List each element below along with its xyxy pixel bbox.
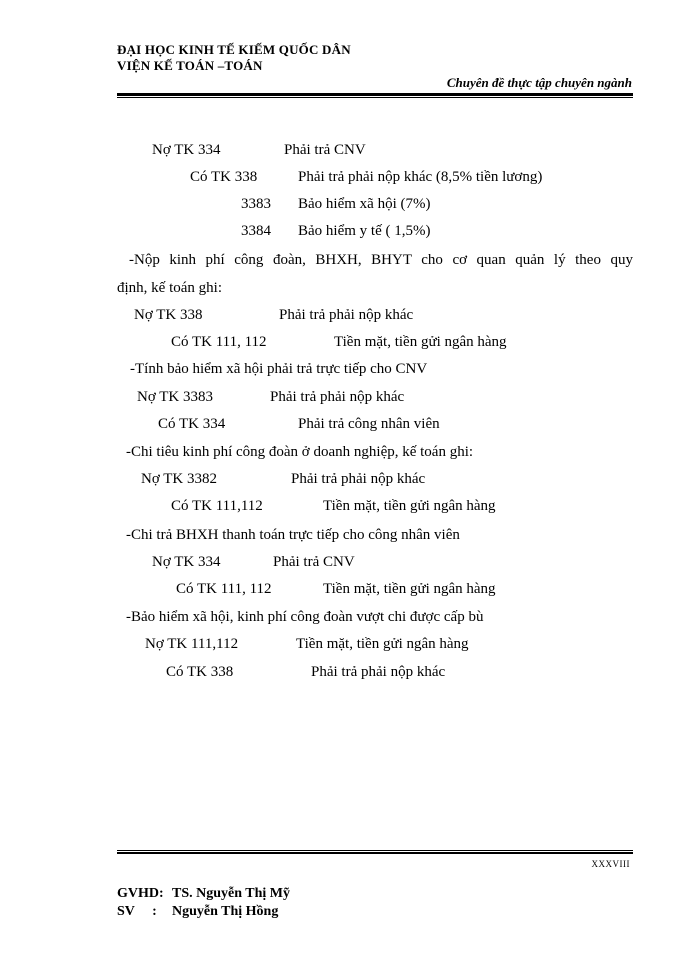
document-title: Chuyên đề thực tập chuyên ngành — [446, 75, 632, 90]
entry-description: Phải trả phải nộp khác — [279, 307, 414, 323]
paragraph-line: -Nộp kinh phí công đoàn, BHXH, BHYT cho cơ quan quản lý theo quy — [129, 252, 633, 268]
paragraph-line: -Chi tiêu kinh phí công đoàn ở doanh nghiệp, kế toán ghi: — [126, 444, 474, 460]
entry-account: Có TK 338 — [166, 664, 234, 680]
entry-description: Bảo hiểm xã hội (7%) — [298, 196, 431, 212]
entry-account: Có TK 111,112 — [171, 498, 263, 514]
entry-account: Có TK 334 — [158, 416, 226, 432]
paragraph-line: -Tính bảo hiểm xã hội phải trả trực tiếp cho CNV — [130, 361, 428, 377]
entry-description: Phải trả phải nộp khác — [311, 664, 446, 680]
entry-description: Tiền mặt, tiền gửi ngân hàng — [323, 498, 496, 514]
entry-account: Nợ TK 3383 — [137, 389, 213, 405]
entry-account: Có TK 338 — [190, 169, 258, 185]
entry-description: Tiền mặt, tiền gửi ngân hàng — [296, 636, 469, 652]
university-name: ĐẠI HỌC KINH TẾ KIẾM QUỐC DÂN — [117, 42, 351, 57]
entry-account: 3383 — [241, 196, 271, 212]
entry-account: 3384 — [241, 223, 271, 239]
student-label: SV : — [117, 904, 157, 919]
entry-account: Nợ TK 334 — [152, 554, 221, 570]
page-number: XXXVIII — [591, 859, 630, 869]
entry-description: Tiền mặt, tiền gửi ngân hàng — [323, 581, 496, 597]
student-line — [117, 904, 278, 920]
entry-account: Có TK 111, 112 — [171, 334, 267, 350]
entry-description: Tiền mặt, tiền gửi ngân hàng — [334, 334, 507, 350]
entry-description: Phải trả phải nộp khác — [291, 471, 426, 487]
entry-description: Phải trả CNV — [284, 142, 366, 158]
entry-description: Phải trả CNV — [273, 554, 355, 570]
entry-account: Nợ TK 3382 — [141, 471, 217, 487]
entry-account: Nợ TK 111,112 — [145, 636, 239, 652]
student-name: Nguyễn Thị Hồng — [172, 904, 279, 919]
entry-description: Phải trả công nhân viên — [298, 416, 440, 432]
entry-description: Bảo hiểm y tế ( 1,5%) — [298, 223, 431, 239]
entry-account: Có TK 111, 112 — [176, 581, 272, 597]
entry-account: Nợ TK 334 — [152, 142, 221, 158]
entry-description: Phải trả phải nộp khác (8,5% tiền lương) — [298, 169, 543, 185]
header-rule-thick — [117, 93, 633, 96]
paragraph-line: định, kế toán ghi: — [117, 280, 222, 296]
paragraph-line: -Chi trả BHXH thanh toán trực tiếp cho công nhân viên — [126, 527, 460, 543]
advisor-label: GVHD: — [117, 886, 164, 901]
institute-name: VIỆN KẾ TOÁN –TOÁN — [117, 58, 263, 73]
entry-description: Phải trả phải nộp khác — [270, 389, 405, 405]
footer-rule-thick — [117, 852, 633, 854]
entry-account: Nợ TK 338 — [134, 307, 203, 323]
advisor-name: TS. Nguyễn Thị Mỹ — [172, 886, 290, 901]
header-rule-thin — [117, 97, 633, 98]
footer-rule-thin — [117, 850, 633, 851]
paragraph-line: -Bảo hiểm xã hội, kinh phí công đoàn vượt chi được cấp bù — [126, 609, 484, 625]
advisor-line — [117, 886, 290, 902]
